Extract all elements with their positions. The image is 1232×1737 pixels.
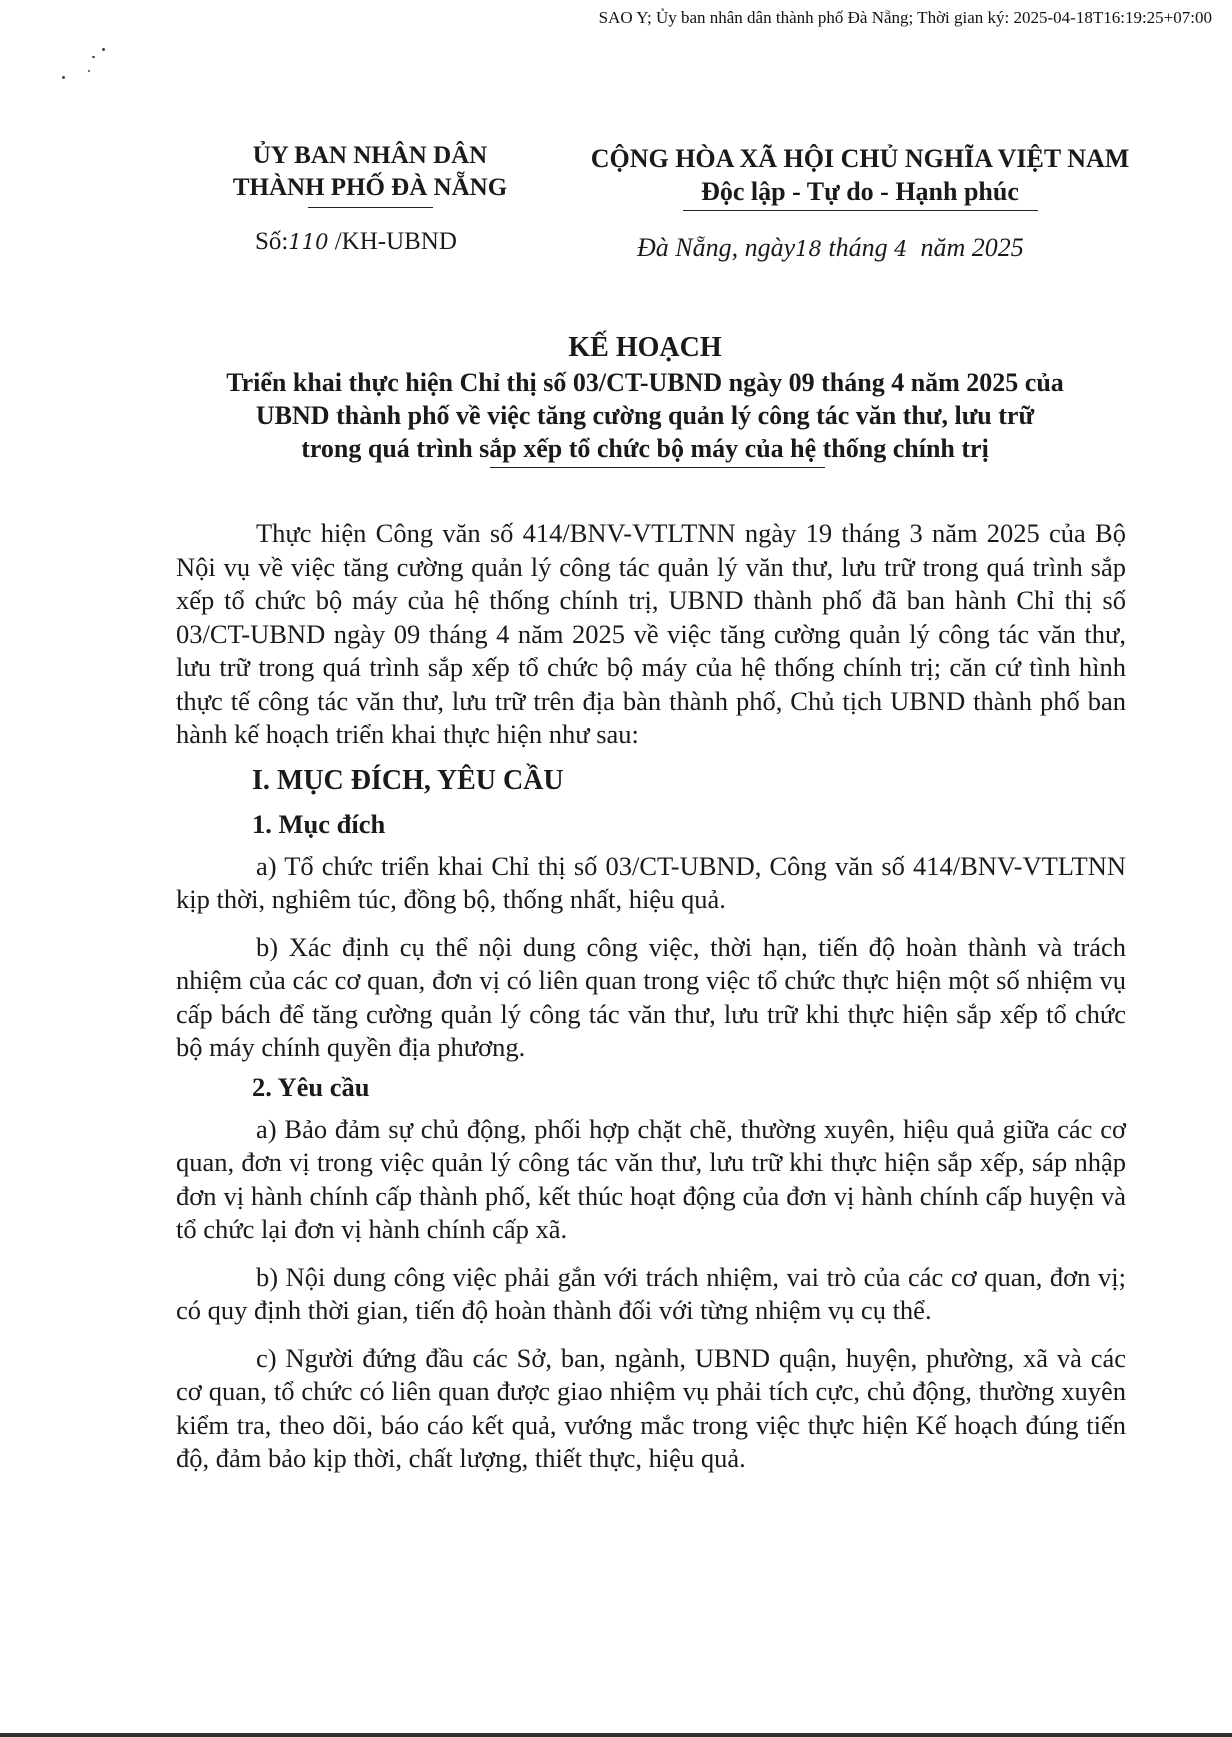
requirement-item-c: c) Người đứng đầu các Sở, ban, ngành, UBND quận, huyện, phường, xã và các cơ quan, tổ chức có liên quan được giao nhiệm vụ phải tích cực, chủ động, thường xuyên kiểm tra, theo dõi, báo cáo kết quả, vướng mắc trong việc thực hiện Kế hoạch đúng tiến độ, đảm bảo kịp thời, chất lượng, thiết thực, hiệu quả. xyxy=(176,1342,1126,1473)
page-edge xyxy=(0,1733,1232,1737)
title-line-1: Triển khai thực hiện Chỉ thị số 03/CT-UBND ngày 09 tháng 4 năm 2025 của xyxy=(226,368,1064,397)
issuer-underline xyxy=(308,207,433,208)
subsection-heading-purpose: 1. Mục đích xyxy=(252,808,386,839)
document-number xyxy=(255,228,457,256)
date-part-3: năm 2025 xyxy=(920,233,1024,262)
purpose-item-a: a) Tổ chức triển khai Chỉ thị số 03/CT-UBND, Công văn số 414/BNV-VTLTNN kịp thời, nghiêm túc, đồng bộ, thống nhất, hiệu quả. xyxy=(176,850,1126,914)
document-title xyxy=(150,330,1140,468)
purpose-item-b: b) Xác định cụ thể nội dung công việc, thời hạn, tiến độ hoàn thành và trách nhiệm của các cơ quan, đơn vị có liên quan trong việc tổ chức thực hiện một số nhiệm vụ cấp bách để tăng cường quản lý công tác văn thư, lưu trữ khi thực hiện sắp xếp tổ chức bộ máy chính quyền địa phương. xyxy=(176,931,1126,1062)
title-line-2: UBND thành phố về việc tăng cường quản lý công tác văn thư, lưu trữ xyxy=(255,401,1035,430)
national-motto: Độc lập - Tự do - Hạnh phúc xyxy=(701,177,1019,206)
intro-paragraph: Thực hiện Công văn số 414/BNV-VTLTNN ngày 19 tháng 3 năm 2025 của Bộ Nội vụ về việc tăng cường quản lý công tác quản lý văn thư, lưu trữ trong quá trình sắp xếp tổ chức bộ máy của hệ thống chính trị, UBND thành phố đã ban hành Chỉ thị số 03/CT-UBND ngày 09 tháng 4 năm 2025 về việc tăng cường quản lý công tác văn thư, lưu trữ trong quá trình sắp xếp tổ chức bộ máy của hệ thống chính trị; căn cứ tình hình thực tế công tác văn thư, lưu trữ trên địa bàn thành phố, Chủ tịch UBND thành phố ban hành kế hoạch triển khai thực hiện như sau: xyxy=(176,518,1126,749)
scan-speck xyxy=(102,48,105,51)
scan-speck xyxy=(92,56,95,58)
title-line-3: trong quá trình sắp xếp tổ chức bộ máy của hệ thống chính trị xyxy=(301,434,989,463)
scan-speck xyxy=(62,76,65,79)
section-heading-1: I. MỤC ĐÍCH, YÊU CẦU xyxy=(252,764,564,796)
requirement-item-a: a) Bảo đảm sự chủ động, phối hợp chặt chẽ, thường xuyên, hiệu quả giữa các cơ quan, đơn vị trong việc quản lý công tác văn thư, lưu trữ khi thực hiện sắp xếp, sáp nhập đơn vị hành chính cấp thành phố, kết thúc hoạt động của đơn vị hành chính cấp huyện và tổ chức lại đơn vị hành chính cấp xã. xyxy=(176,1113,1126,1244)
handwritten-month: 4 xyxy=(894,237,908,261)
number-prefix: Số: xyxy=(255,228,289,255)
motto-underline xyxy=(683,210,1038,211)
handwritten-number: 110 xyxy=(288,230,329,254)
digital-signature-stamp: SAO Y; Ủy ban nhân dân thành phố Đà Nẵng; Thời gian ký: 2025-04-18T16:19:25+07:00 xyxy=(598,8,1212,27)
title-underline xyxy=(490,467,825,468)
date-part-1: Đà Nẵng, ngày xyxy=(637,233,796,262)
requirement-item-b: b) Nội dung công việc phải gắn với trách nhiệm, vai trò của các cơ quan, đơn vị; có quy định thời gian, tiến độ hoàn thành đối với từng nhiệm vụ cụ thể. xyxy=(176,1261,1126,1325)
number-suffix: /KH-UBND xyxy=(334,228,457,255)
issuer-line-2: THÀNH PHỐ ĐÀ NẴNG xyxy=(232,174,508,201)
document-date xyxy=(637,233,1024,263)
national-title: CỘNG HÒA XÃ HỘI CHỦ NGHĨA VIỆT NAM xyxy=(590,144,1130,173)
title-main: KẾ HOẠCH xyxy=(568,332,722,363)
issuing-authority xyxy=(190,140,550,208)
document-body xyxy=(176,517,1126,1476)
handwritten-day: 18 xyxy=(795,237,822,261)
date-part-2: tháng xyxy=(828,233,888,262)
subsection-heading-requirements: 2. Yêu cầu xyxy=(252,1071,370,1102)
national-header xyxy=(570,142,1150,211)
issuer-line-1: ỦY BAN NHÂN DÂN xyxy=(252,142,488,169)
scan-speck xyxy=(88,70,90,72)
